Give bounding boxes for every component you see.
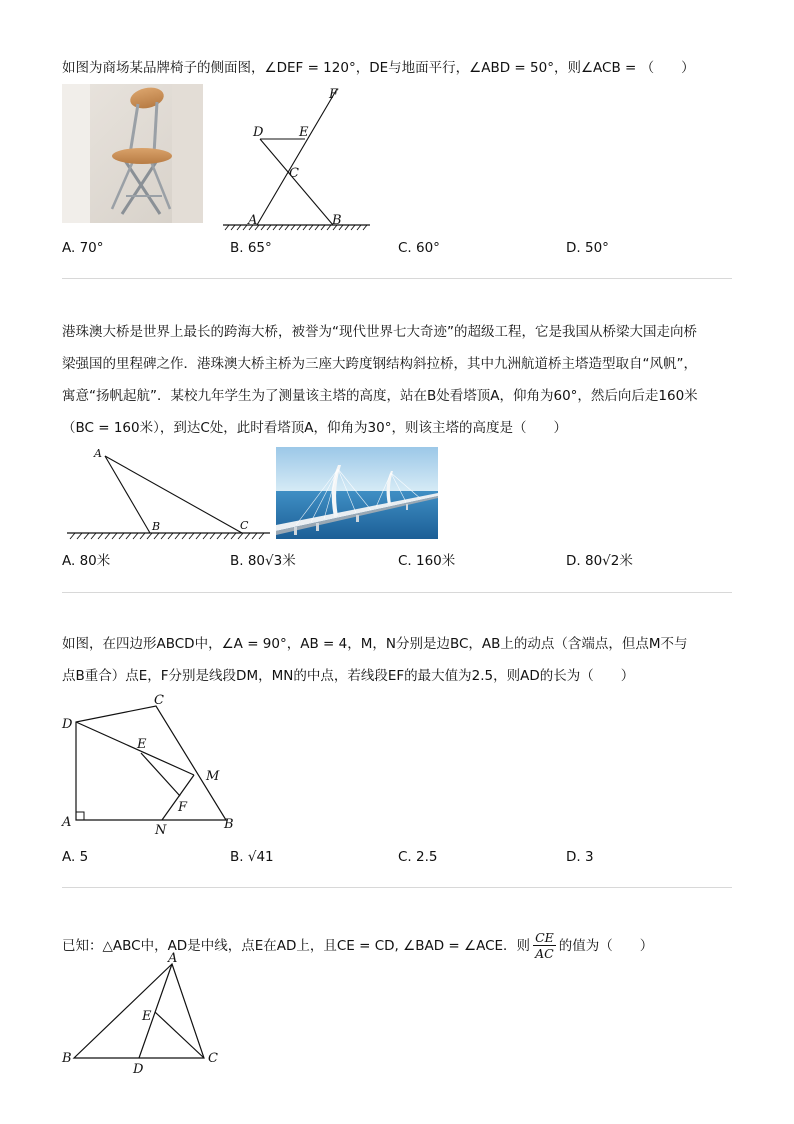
label-B: B	[332, 213, 342, 228]
q2-stem-line3: 寓意“扬帆起航”．某校九年学生为了测量该主塔的高度，站在B处看塔顶A，仰角为60°，然后向后走160米	[62, 388, 698, 404]
q2-option-b[interactable]: B. 80√3米	[230, 553, 296, 569]
chair-photo	[62, 84, 203, 223]
q1-stem: 如图为商场某品牌椅子的侧面图，∠DEF = 120°，DE与地面平行，∠ABD = 50°，则∠ACB = （ ）	[62, 60, 695, 76]
q3-stem-line2: 点B重合）点E，F分别是线段DM，MN的中点，若线段EF的最大值为2.5，则AD的长为（ ）	[62, 668, 635, 684]
label-M: M	[206, 769, 220, 784]
q1-option-b[interactable]: B. 65°	[230, 240, 272, 256]
label-A: A	[168, 952, 178, 966]
q2-diagram	[62, 445, 274, 540]
q4-fraction-numerator: CE	[535, 930, 554, 945]
q3-stem-line1: 如图，在四边形ABCD中，∠A = 90°，AB = 4，M，N分别是边BC，AB上的动点（含端点，但点M不与	[62, 636, 688, 652]
label-E: E	[299, 125, 309, 140]
label-F: F	[329, 87, 339, 102]
label-A: A	[94, 447, 102, 460]
label-B: B	[62, 1051, 72, 1066]
segment-DM	[76, 722, 194, 775]
quad-ABCD	[76, 706, 226, 820]
label-B: B	[152, 520, 161, 533]
separator	[62, 887, 732, 888]
segment-DB	[260, 139, 333, 225]
q2-option-d[interactable]: D. 80√2米	[566, 553, 633, 569]
label-E: E	[142, 1009, 152, 1024]
label-B: B	[224, 817, 234, 832]
q2-stem-line4: （BC = 160米），到达C处，此时看塔顶A，仰角为30°，则该主塔的高度是（ ）	[62, 420, 567, 436]
q1-option-a[interactable]: A. 70°	[62, 240, 104, 256]
q1-diagram	[215, 82, 380, 232]
q4-stem-part2: 的值为（ ）	[558, 937, 654, 954]
q3-option-c[interactable]: C. 2.5	[398, 849, 438, 865]
q2-stem-line2: 梁强国的里程碑之作．港珠澳大桥主桥为三座大跨度钢结构斜拉桥，其中九洲航道桥主塔造型取自“风帆”，	[62, 356, 697, 372]
triangle-ABC	[74, 964, 204, 1058]
label-F: F	[178, 800, 188, 815]
q4-stem-part1: 已知：△ABC中，AD是中线，点E在AD上，且CE = CD, ∠BAD = ∠ACE．则	[62, 937, 531, 954]
segment-AF	[257, 89, 337, 225]
label-E: E	[137, 737, 147, 752]
label-C: C	[208, 1051, 218, 1066]
label-A: A	[248, 213, 258, 228]
q3-option-d[interactable]: D. 3	[566, 849, 594, 865]
q2-option-c[interactable]: C. 160米	[398, 553, 456, 569]
label-N: N	[155, 823, 167, 838]
q4-diagram	[58, 952, 228, 1077]
label-D: D	[133, 1062, 144, 1077]
label-A: A	[62, 815, 72, 830]
label-D: D	[253, 125, 264, 140]
label-C: C	[154, 693, 164, 708]
q1-option-d[interactable]: D. 50°	[566, 240, 609, 256]
q2-option-a[interactable]: A. 80米	[62, 553, 111, 569]
label-C: C	[240, 519, 249, 532]
label-C: C	[289, 166, 299, 181]
separator	[62, 592, 732, 593]
q2-stem-line1: 港珠澳大桥是世界上最长的跨海大桥，被誉为“现代世界七大奇迹”的超级工程，它是我国从桥梁大国走向桥	[62, 324, 697, 340]
q3-option-a[interactable]: A. 5	[62, 849, 89, 865]
q1-option-c[interactable]: C. 60°	[398, 240, 440, 256]
q4-fraction-denominator: AC	[535, 946, 554, 961]
label-D: D	[62, 717, 73, 732]
q3-diagram	[58, 690, 248, 840]
q3-option-b[interactable]: B. √41	[230, 849, 274, 865]
q4-fraction	[533, 930, 556, 961]
bridge-photo	[276, 447, 438, 539]
separator	[62, 278, 732, 279]
